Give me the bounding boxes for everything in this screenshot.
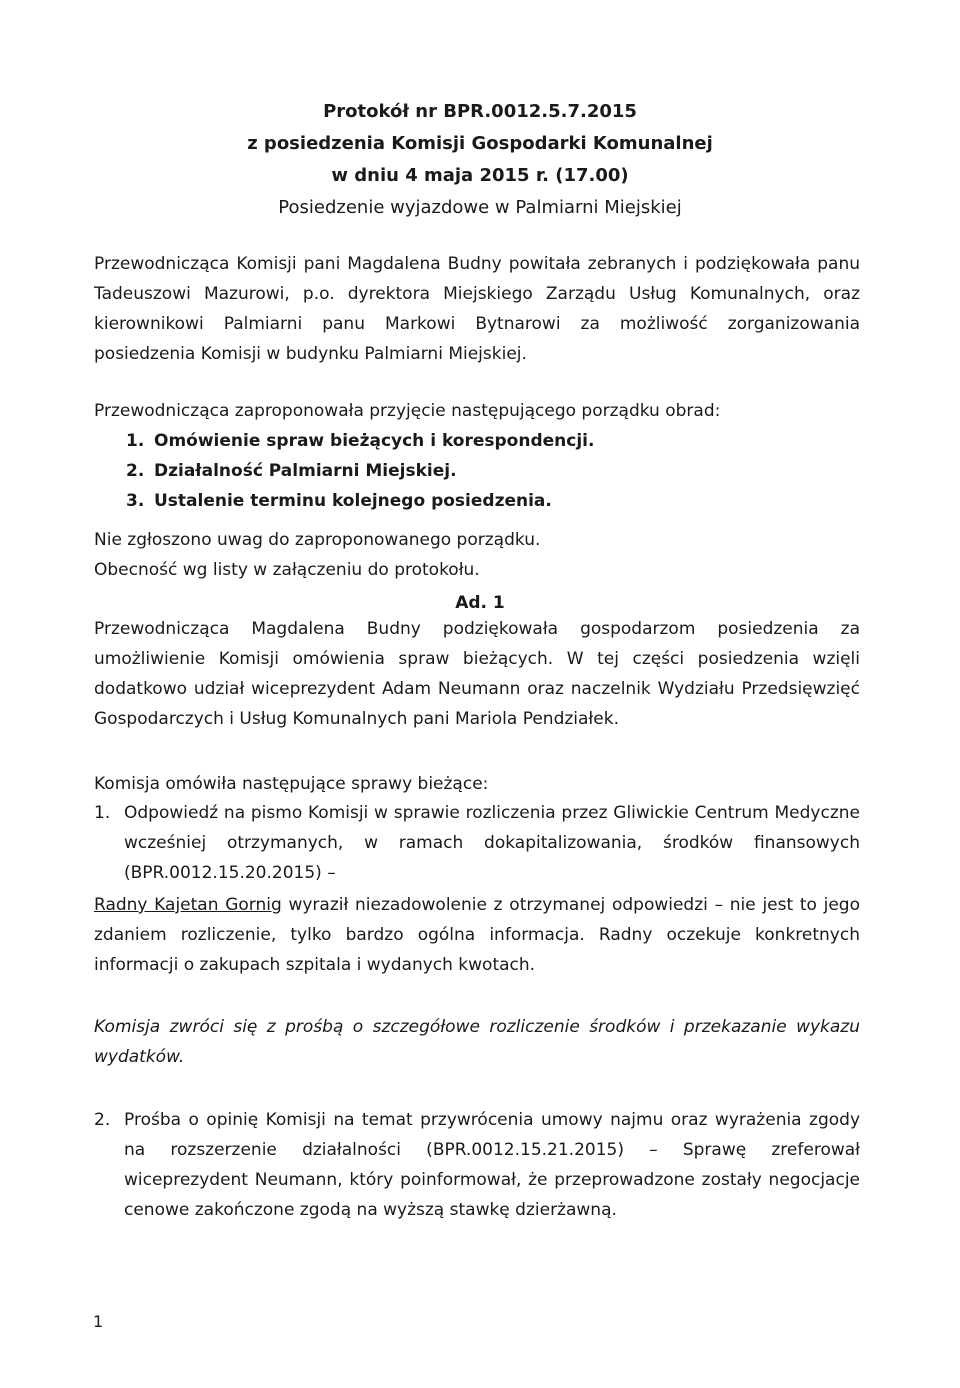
page-number: 1 <box>93 1312 104 1331</box>
agenda-intro <box>94 396 860 426</box>
speaker-statement: wyraził niezadowolenie z otrzymanej odpowiedzi – nie jest to jego zdaniem rozliczenie, tylko bardzo ogólna informacja. Radny oczekuje konkretnych informacji o zakupach szpitala i wydanych kwotach. <box>94 895 860 975</box>
agenda-item-number: 1. <box>126 431 145 451</box>
agenda-item <box>126 486 594 516</box>
agenda-item-text: Działalność Palmiarni Miejskiej. <box>154 461 457 481</box>
ad1-heading: Ad. 1 <box>455 593 505 613</box>
issue-number: 2. <box>94 1110 111 1130</box>
agenda-item-text: Omówienie spraw bieżących i korespondencji. <box>154 431 595 451</box>
protocol-title: Protokół nr BPR.0012.5.7.2015 <box>323 101 637 122</box>
intro-paragraph: Przewodnicząca Komisji pani Magdalena Budny powitała zebranych i podziękowała panu Tadeuszowi Mazurowi, p.o. dyrektora Miejskiego Zarządu Usług Komunalnych, oraz kierownikowi Palmiarni panu Markowi Bytnarowi za możliwość zorganizowania posiedzenia Komisji w budynku Palmiarni Miejskiej. <box>94 254 860 364</box>
issues-intro: Komisja omówiła następujące sprawy bieżące: <box>94 774 489 794</box>
meeting-location: Posiedzenie wyjazdowe w Palmiarni Miejskiej <box>278 197 682 218</box>
issue-number: 1. <box>94 803 111 823</box>
issue-item <box>94 798 860 888</box>
meeting-date: w dniu 4 maja 2015 r. (17.00) <box>331 165 629 186</box>
discussion-paragraph <box>94 890 860 980</box>
ad1-paragraph: Przewodnicząca Magdalena Budny podziękowała gospodarzom posiedzenia za umożliwienie Komisji omówienia spraw bieżących. W tej części posiedzenia wzięli dodatkowo udział wiceprezydent Adam Neumann oraz naczelnik Wydziału Przedsięwzięć Gospodarczych i Usług Komunalnych pani Mariola Pendziałek. <box>94 619 860 729</box>
notes-block <box>94 525 860 585</box>
agenda-intro-text: Przewodnicząca zaproponowała przyjęcie następującego porządku obrad: <box>94 401 721 421</box>
no-remarks-note: Nie zgłoszono uwag do zaproponowanego porządku. <box>94 530 541 550</box>
attendance-note: Obecność wg listy w załączeniu do protokołu. <box>94 560 480 580</box>
issue-text: Prośba o opinię Komisji na temat przywrócenia umowy najmu oraz wyrażenia zgody na rozszerzenie działalności (BPR.0012.15.21.2015) – Sprawę zreferował wiceprezydent Neumann, który poinformował, że przeprowadzone zostały negocjacje cenowe zakończone zgodą na wyższą stawkę dzierżawną. <box>124 1110 860 1220</box>
agenda-item <box>126 426 594 456</box>
issue-item <box>94 1105 860 1225</box>
protocol-subtitle: z posiedzenia Komisji Gospodarki Komunalnej <box>247 133 713 154</box>
agenda-item-number: 2. <box>126 461 145 481</box>
speaker-name: Radny Kajetan Gornig <box>94 895 282 915</box>
document-header <box>0 96 960 224</box>
issue-text: Odpowiedź na pismo Komisji w sprawie rozliczenia przez Gliwickie Centrum Medyczne wcześniej otrzymanych, w ramach dokapitalizowania, środków finansowych (BPR.0012.15.20.2015) – <box>124 803 860 883</box>
agenda-item-text: Ustalenie terminu kolejnego posiedzenia. <box>154 491 552 511</box>
agenda-item <box>126 456 594 486</box>
committee-conclusion: Komisja zwróci się z prośbą o szczegółowe rozliczenie środków i przekazanie wykazu wydatków. <box>94 1017 860 1067</box>
agenda-item-number: 3. <box>126 491 145 511</box>
agenda-list <box>126 426 594 516</box>
